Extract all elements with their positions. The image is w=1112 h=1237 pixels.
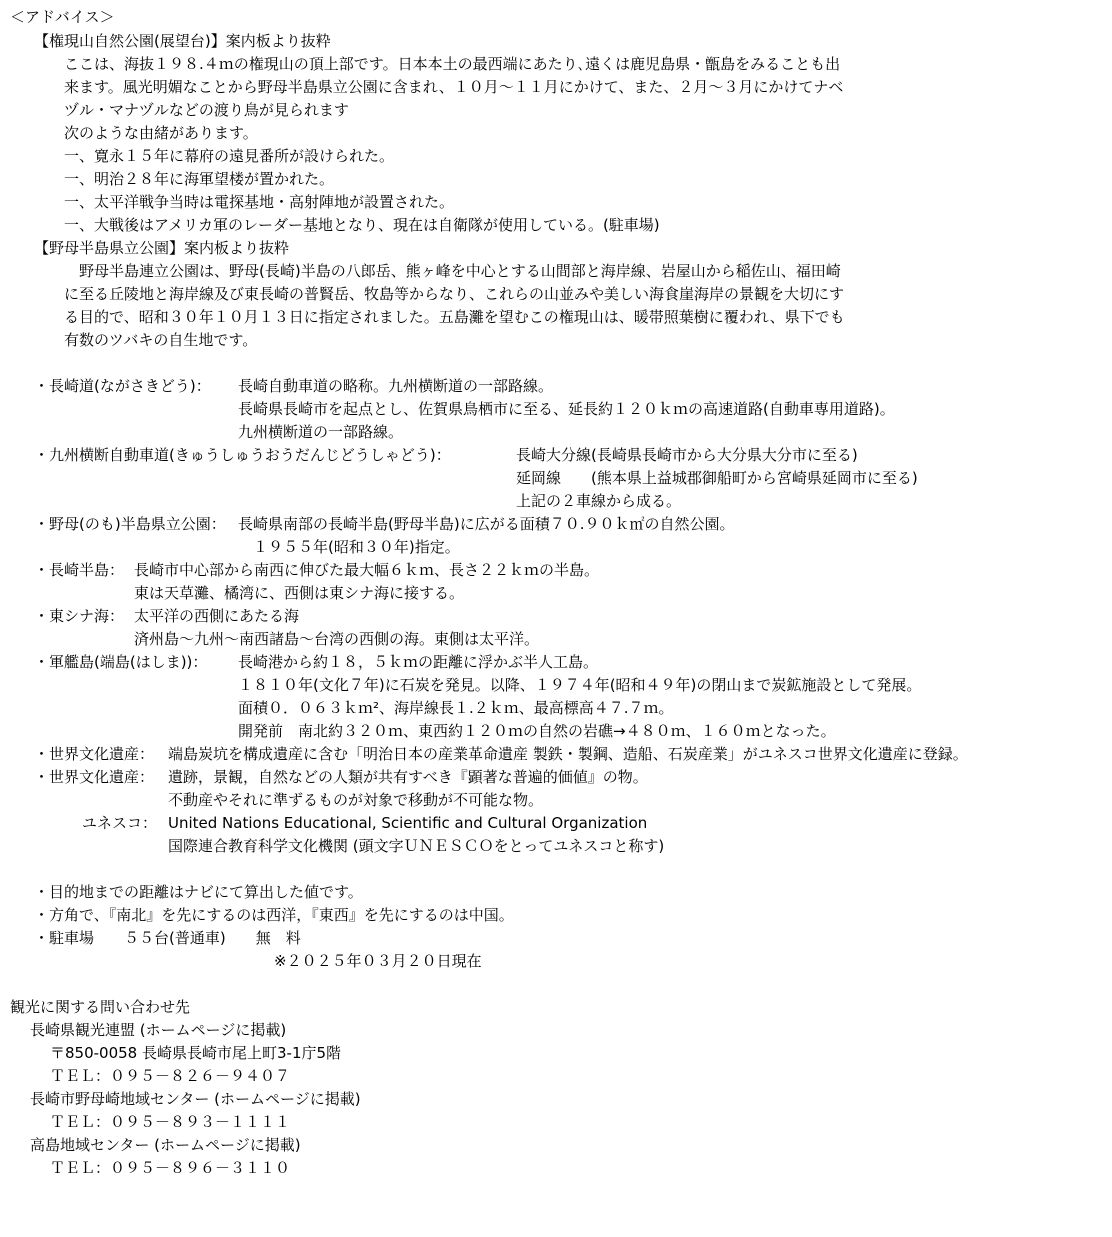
- gongenyama-history-item: 一、太平洋戦争当時は電探基地・高射陣地が設置された。: [64, 193, 455, 211]
- contact-address: 〒850-0058 長崎県長崎市尾上町3-1庁5階: [50, 1044, 342, 1062]
- gongenyama-history-item: 一、明治２８年に海軍望楼が置かれた。: [64, 170, 335, 188]
- glossary-definition: １９５５年(昭和３０年)指定。: [238, 538, 460, 556]
- glossary-definition: 九州横断道の一部路線。: [238, 423, 404, 441]
- glossary-definition: 遺跡，景観，自然などの人類が共有すべき『顕著な普遍的価値』の物。: [168, 768, 648, 786]
- glossary-term: ・世界文化遺産：: [34, 768, 155, 786]
- nomo-park-line: 有数のツバキの自生地です。: [64, 331, 258, 349]
- glossary-definition: 面積０．０６３ｋｍ²、海岸線長１.２ｋｍ、最高標高４７.７ｍ。: [238, 699, 674, 717]
- glossary-definition: 端島炭坑を構成遺産に含む「明治日本の産業革命遺産 製鉄・製鋼、造船、石炭産業」がユネスコ世界文化遺産に登録。: [168, 745, 968, 763]
- nomo-park-line: る目的で、昭和３０年１０月１３日に指定されました。五島灘を望むこの権現山は、暖帯照葉樹に覆われ、県下でも: [64, 308, 845, 326]
- glossary-definition: 開発前 南北約３２０ｍ、東西約１２０ｍの自然の岩礁→４８０ｍ、１６０ｍとなった。: [238, 722, 836, 740]
- glossary-term: ・長崎半島：: [34, 561, 125, 579]
- glossary-definition: 長崎県南部の長崎半島(野母半島)に広がる面積７０.９０ｋ㎡の自然公園。: [238, 515, 735, 533]
- gongenyama-line: 次のような由緒があります。: [64, 124, 258, 142]
- glossary-definition: United Nations Educational, Scientific and Cultural Organization: [168, 814, 648, 832]
- parking-note: ・駐車場 ５５台(普通車) 無 料: [34, 929, 301, 947]
- advice-heading: ＜アドバイス＞: [10, 8, 115, 26]
- contact-name: 長崎市野母崎地域センター (ホームページに掲載): [30, 1090, 361, 1108]
- glossary-definition: １８１０年(文化７年)に石炭を発見。以降、１９７４年(昭和４９年)の閉山まで炭鉱施設として発展。: [238, 676, 922, 694]
- nomo-park-title: 【野母半島県立公園】案内板より抜粋: [34, 239, 290, 257]
- gongenyama-line: 来ます。風光明媚なことから野母半島県立公園に含まれ、１０月～１１月にかけて、また、２月～３月にかけてナベ: [64, 78, 844, 96]
- glossary-definition: 長崎大分線(長崎県長崎市から大分県大分市に至る): [516, 446, 858, 464]
- glossary-definition: 上記の２車線から成る。: [516, 492, 682, 510]
- gongenyama-line: ヅル・マナヅルなどの渡り鳥が見られます: [64, 101, 349, 119]
- contact-name: 長崎県観光連盟 (ホームページに掲載): [30, 1021, 287, 1039]
- contact-tel: ＴＥＬ：０９５－８９３－１１１１: [50, 1113, 291, 1131]
- glossary-term: ユネスコ：: [82, 814, 158, 832]
- glossary-definition: 長崎港から約１８，５ｋｍの距離に浮かぶ半人工島。: [238, 653, 599, 671]
- nomo-park-line: 野母半島連立公園は、野母(長崎)半島の八郎岳、熊ヶ峰を中心とする山間部と海岸線、岩屋山から稲佐山、福田崎: [64, 262, 841, 280]
- contact-tel: ＴＥＬ：０９５－８２６－９４０７: [50, 1067, 291, 1085]
- as-of-date: ※２０２５年０３月２０日現在: [274, 952, 482, 970]
- gongenyama-history-item: 一、寛永１５年に幕府の遠見番所が設けられた。: [64, 147, 395, 165]
- glossary-definition: 済州島～九州～南西諸島～台湾の西側の海。東側は太平洋。: [134, 630, 540, 648]
- glossary-definition: 太平洋の西側にあたる海: [134, 607, 300, 625]
- glossary-definition: 長崎市中心部から南西に伸びた最大幅６ｋｍ、長さ２２ｋｍの半島。: [134, 561, 600, 579]
- glossary-term: ・野母(のも)半島県立公園：: [34, 515, 226, 533]
- gongenyama-line: ここは、海抜１９８.４ｍの権現山の頂上部です。日本本土の最西端にあたり､遠くは鹿児島県・甑島をみることも出: [64, 55, 841, 73]
- note-item: ・目的地までの距離はナビにて算出した値です。: [34, 883, 363, 901]
- glossary-definition: 国際連合教育科学文化機関 (頭文字ＵＮＥＳＣＯをとってユネスコと称す): [168, 837, 665, 855]
- glossary-term: ・世界文化遺産：: [34, 745, 155, 763]
- glossary-term: ・長崎道(ながさきどう)：: [34, 377, 211, 395]
- note-item: ・方角で、『南北』を先にするのは西洋，『東西』を先にするのは中国。: [34, 906, 514, 924]
- glossary-definition: 長崎県長崎市を起点とし、佐賀県鳥栖市に至る、延長約１２０ｋｍの高速道路(自動車専用道路)。: [238, 400, 895, 418]
- glossary-definition: 延岡線 (熊本県上益城郡御船町から宮崎県延岡市に至る): [516, 469, 918, 487]
- glossary-term: ・軍艦島(端島(はしま))：: [34, 653, 208, 671]
- glossary-term: ・東シナ海：: [34, 607, 125, 625]
- contacts-heading: 観光に関する問い合わせ先: [10, 998, 191, 1016]
- gongenyama-title: 【権現山自然公園(展望台)】案内板より抜粋: [34, 32, 331, 50]
- glossary-definition: 不動産やそれに準ずるものが対象で移動が不可能な物。: [168, 791, 544, 809]
- nomo-park-line: に至る丘陵地と海岸線及び東長崎の普賢岳、牧島等からなり、これらの山並みや美しい海食崖海岸の景観を大切にす: [64, 285, 845, 303]
- contact-tel: ＴＥＬ：０９５－８９６－３１１０: [50, 1159, 291, 1177]
- glossary-definition: 東は天草灘、橘湾に、西側は東シナ海に接する。: [134, 584, 465, 602]
- glossary-term: ・九州横断自動車道(きゅうしゅうおうだんじどうしゃどう)：: [34, 446, 451, 464]
- gongenyama-history-item: 一、大戦後はアメリカ軍のレーダー基地となり、現在は自衛隊が使用している。(駐車場): [64, 216, 660, 234]
- contact-name: 高島地域センター (ホームページに掲載): [30, 1136, 301, 1154]
- glossary-definition: 長崎自動車道の略称。九州横断道の一部路線。: [238, 377, 554, 395]
